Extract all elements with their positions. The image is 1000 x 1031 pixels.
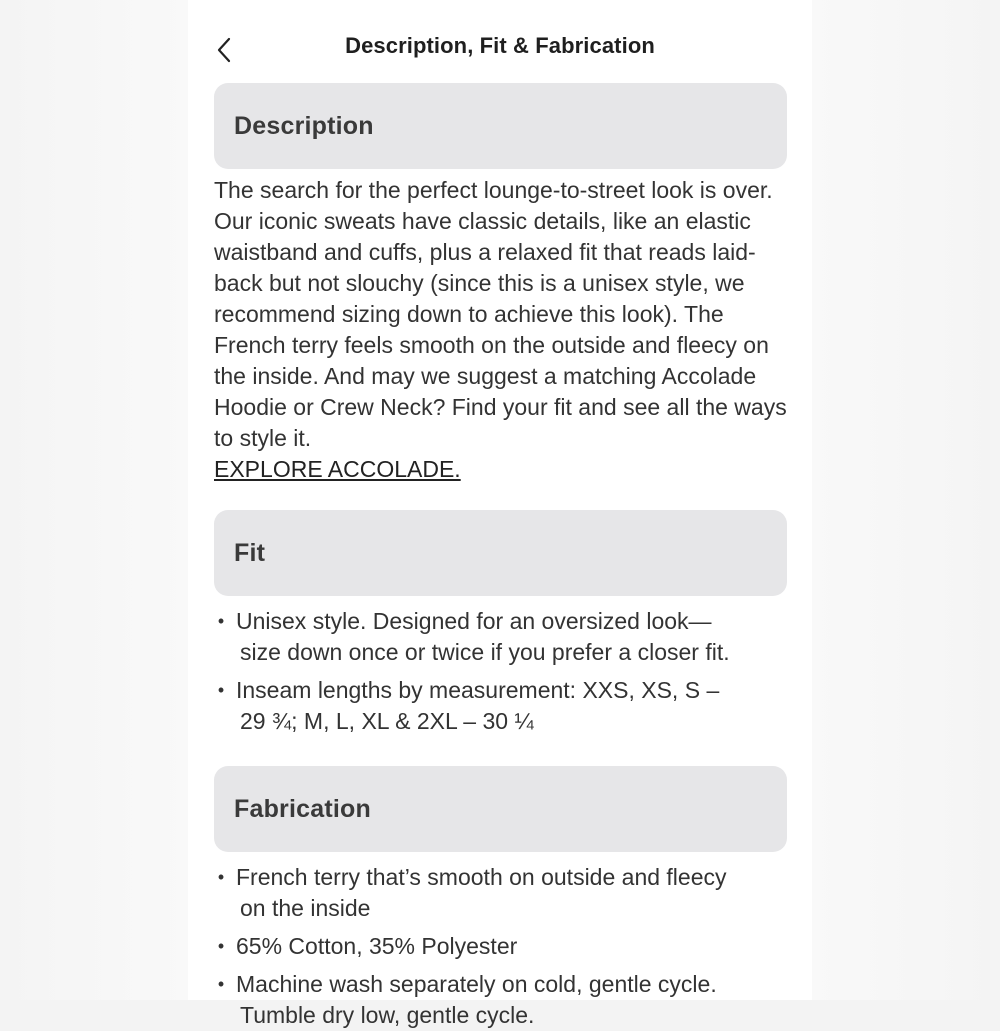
fabrication-item-line1: 65% Cotton, 35% Polyester <box>236 933 518 959</box>
list-item <box>214 931 787 962</box>
fabrication-section-header[interactable] <box>214 766 787 852</box>
list-item <box>214 862 787 924</box>
background-left <box>0 0 188 1000</box>
fabrication-item-line2: on the inside <box>240 895 371 921</box>
fabrication-item-line1: French terry that’s smooth on outside and fleecy <box>236 864 727 890</box>
fabrication-item-line2: Tumble dry low, gentle cycle. <box>240 1002 535 1028</box>
description-text <box>214 175 787 485</box>
bullet-icon: • <box>217 611 225 631</box>
bullet-icon: • <box>217 680 225 700</box>
description-heading: Description <box>234 111 374 140</box>
description-body: The search for the perfect lounge-to-street look is over. Our iconic sweats have classic details, like an elastic waistband and cuffs, plus a relaxed fit that reads laid-back but not slouchy (since this is a unisex style, we recommend sizing down to achieve this look). The French terry feels smooth on the outside and fleecy on the inside. And may we suggest a matching Accolade Hoodie or Crew Neck? Find your fit and see all the ways to style it. <box>214 177 787 451</box>
fabrication-item-line1: Machine wash separately on cold, gentle cycle. <box>236 971 717 997</box>
screen <box>188 0 812 1028</box>
list-item <box>214 969 787 1031</box>
fit-heading: Fit <box>234 538 266 567</box>
list-item <box>214 606 787 668</box>
bullet-icon: • <box>217 867 225 887</box>
bullet-icon: • <box>217 936 225 956</box>
fit-section-header[interactable] <box>214 510 787 596</box>
content <box>214 83 787 1031</box>
fabrication-list <box>214 862 787 1031</box>
fit-item-line2: size down once or twice if you prefer a closer fit. <box>240 639 730 665</box>
fit-item-line2: 29 ¾; M, L, XL & 2XL – 30 ¼ <box>240 708 534 734</box>
fit-item-line1: Unisex style. Designed for an oversized look— <box>236 608 712 634</box>
bullet-icon: • <box>217 974 225 994</box>
background-right <box>812 0 1000 1000</box>
fit-item-line1: Inseam lengths by measurement: XXS, XS, S – <box>236 677 720 703</box>
explore-accolade-link[interactable]: EXPLORE ACCOLADE. <box>214 456 461 482</box>
fabrication-heading: Fabrication <box>234 794 371 823</box>
fit-list <box>214 606 787 737</box>
list-item <box>214 675 787 737</box>
description-section-header[interactable] <box>214 83 787 169</box>
page-title: Description, Fit & Fabrication <box>345 33 655 58</box>
